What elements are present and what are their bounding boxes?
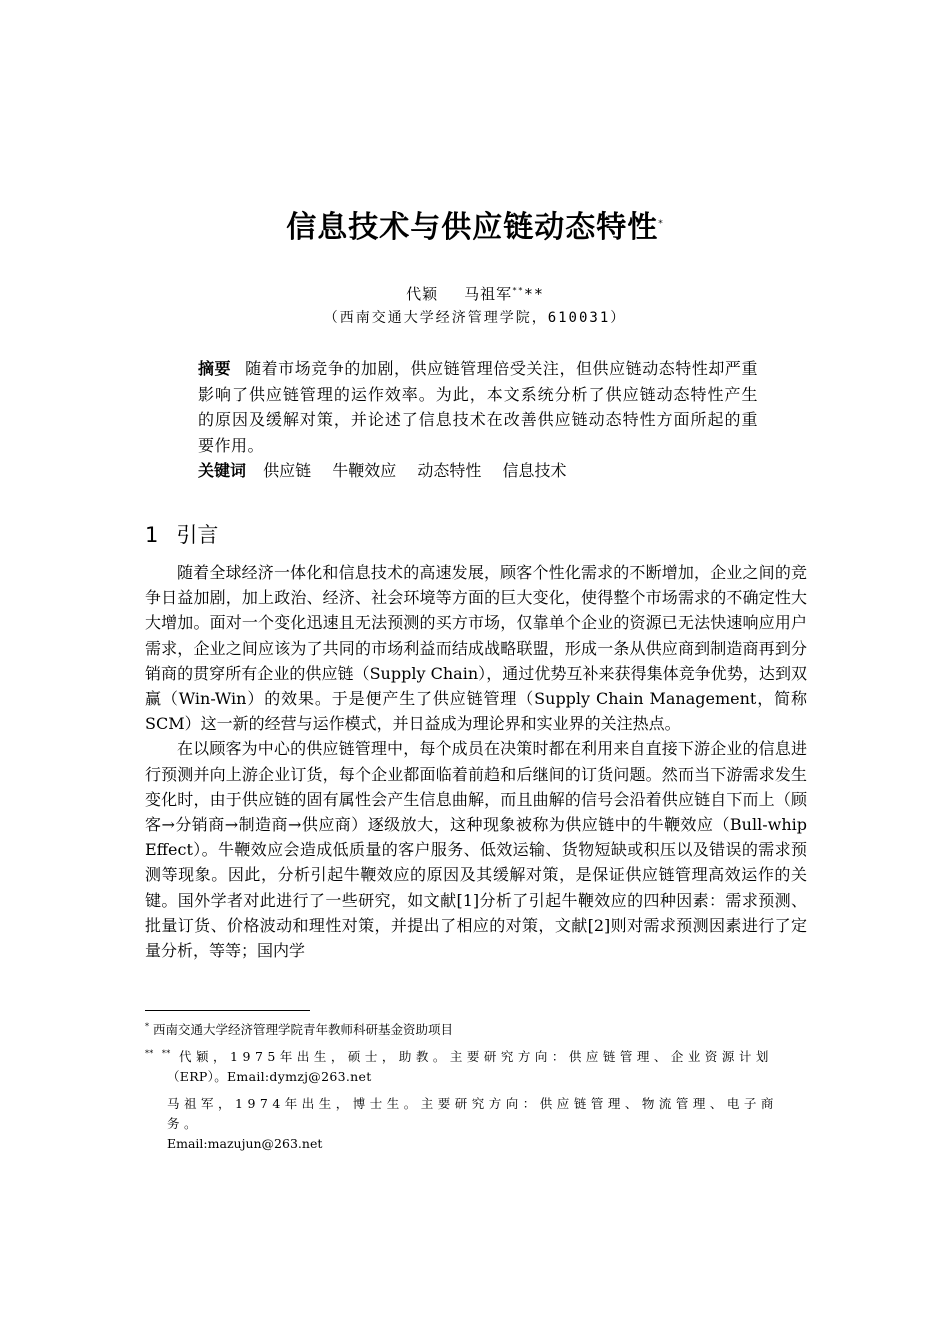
- footnote-text: （ERP）。Email:dymzj@263.net: [167, 1069, 372, 1085]
- footnote-text: 西南交通大学经济管理学院青年教师科研基金资助项目: [152, 1022, 453, 1038]
- footnote-text: Email:mazujun@263.net: [167, 1136, 323, 1151]
- keyword-item: 供应链: [263, 461, 312, 480]
- author-footnote-mark-2: **: [523, 285, 544, 303]
- keyword-item: 动态特性: [417, 461, 482, 480]
- footnote-text: 马祖军，1974年出生，博士生。主要研究方向：供应链管理、物流管理、电子商务。: [167, 1096, 778, 1131]
- abstract-label: 摘要: [198, 359, 232, 378]
- footnote-mark: ** **: [145, 1049, 171, 1058]
- keywords-label: 关键词: [198, 461, 247, 480]
- paper-title: [0, 202, 950, 246]
- section-heading: [145, 519, 218, 549]
- section-number: 1: [145, 523, 159, 547]
- affiliation: （西南交通大学经济管理学院，610031）: [323, 310, 627, 326]
- body-text: [145, 560, 807, 963]
- keyword-item: 牛鞭效应: [332, 461, 397, 480]
- author-footnote-mark: **: [512, 286, 524, 295]
- paragraph: 随着全球经济一体化和信息技术的高速发展，顾客个性化需求的不断增加，企业之间的竞争日益加剧，加上政治、经济、社会环境等方面的巨大变化，使得整个市场需求的不确定性大大增加。面对一个变化迅速且无法预测的买方市场，仅靠单个企业的资源已无法快速响应用户需求，企业之间应该为了共同的市场利益而结成战略联盟，形成一条从供应商到制造商再到分销商的贯穿所有企业的供应链（Supply Chain），通过优势互补来获得集体竞争优势，达到双赢（Win-Win）的效果。于是便产生了供应链管理（Supply Chain Management，简称 SCM）这一新的经营与运作模式，并日益成为理论界和实业界的关注热点。: [145, 563, 807, 734]
- abstract: [198, 356, 758, 458]
- footnote-author-2: [145, 1094, 810, 1154]
- keyword-item: 信息技术: [502, 461, 567, 480]
- section-title: 引言: [176, 523, 219, 547]
- title-text: 信息技术与供应链动态特性: [286, 210, 659, 245]
- footnote-author-1: [145, 1044, 810, 1087]
- footnote-mark: *: [145, 1022, 149, 1031]
- author-names: 代颖 马祖军: [406, 285, 513, 303]
- footnote-funding: [145, 1017, 810, 1040]
- author-line: [0, 283, 950, 304]
- footnote-divider: [145, 1010, 310, 1011]
- abstract-text: 随着市场竞争的加剧，供应链管理倍受关注，但供应链动态特性却严重影响了供应链管理的运作效率。为此，本文系统分析了供应链动态特性产生的原因及缓解对策，并论述了信息技术在改善供应链动态特性方面所起的重要作用。: [198, 359, 758, 455]
- title-footnote-mark: *: [658, 219, 664, 229]
- keywords: [198, 458, 758, 483]
- paragraph: 在以顾客为中心的供应链管理中，每个成员在决策时都在利用来自直接下游企业的信息进行预测并向上游企业订货，每个企业都面临着前趋和后继间的订货问题。然而当下游需求发生变化时，由于供应链的固有属性会产生信息曲解，而且曲解的信号会沿着供应链自下而上（顾客→分销商→制造商→供应商）逐级放大，这种现象被称为供应链中的牛鞭效应（Bull-whip Effect）。牛鞭效应会造成低质量的客户服务、低效运输、货物短缺或积压以及错误的需求预测等现象。因此，分析引起牛鞭效应的原因及其缓解对策，是保证供应链管理高效运作的关键。国外学者对此进行了一些研究，如文献[1]分析了引起牛鞭效应的四种因素：需求预测、批量订货、价格波动和理性对策，并提出了相应的对策，文献[2]则对需求预测因素进行了定量分析，等等；国内学: [145, 739, 807, 961]
- footnote-text: 代颖，1975年出生，硕士，助教。主要研究方向：供应链管理、企业资源计划: [179, 1049, 773, 1065]
